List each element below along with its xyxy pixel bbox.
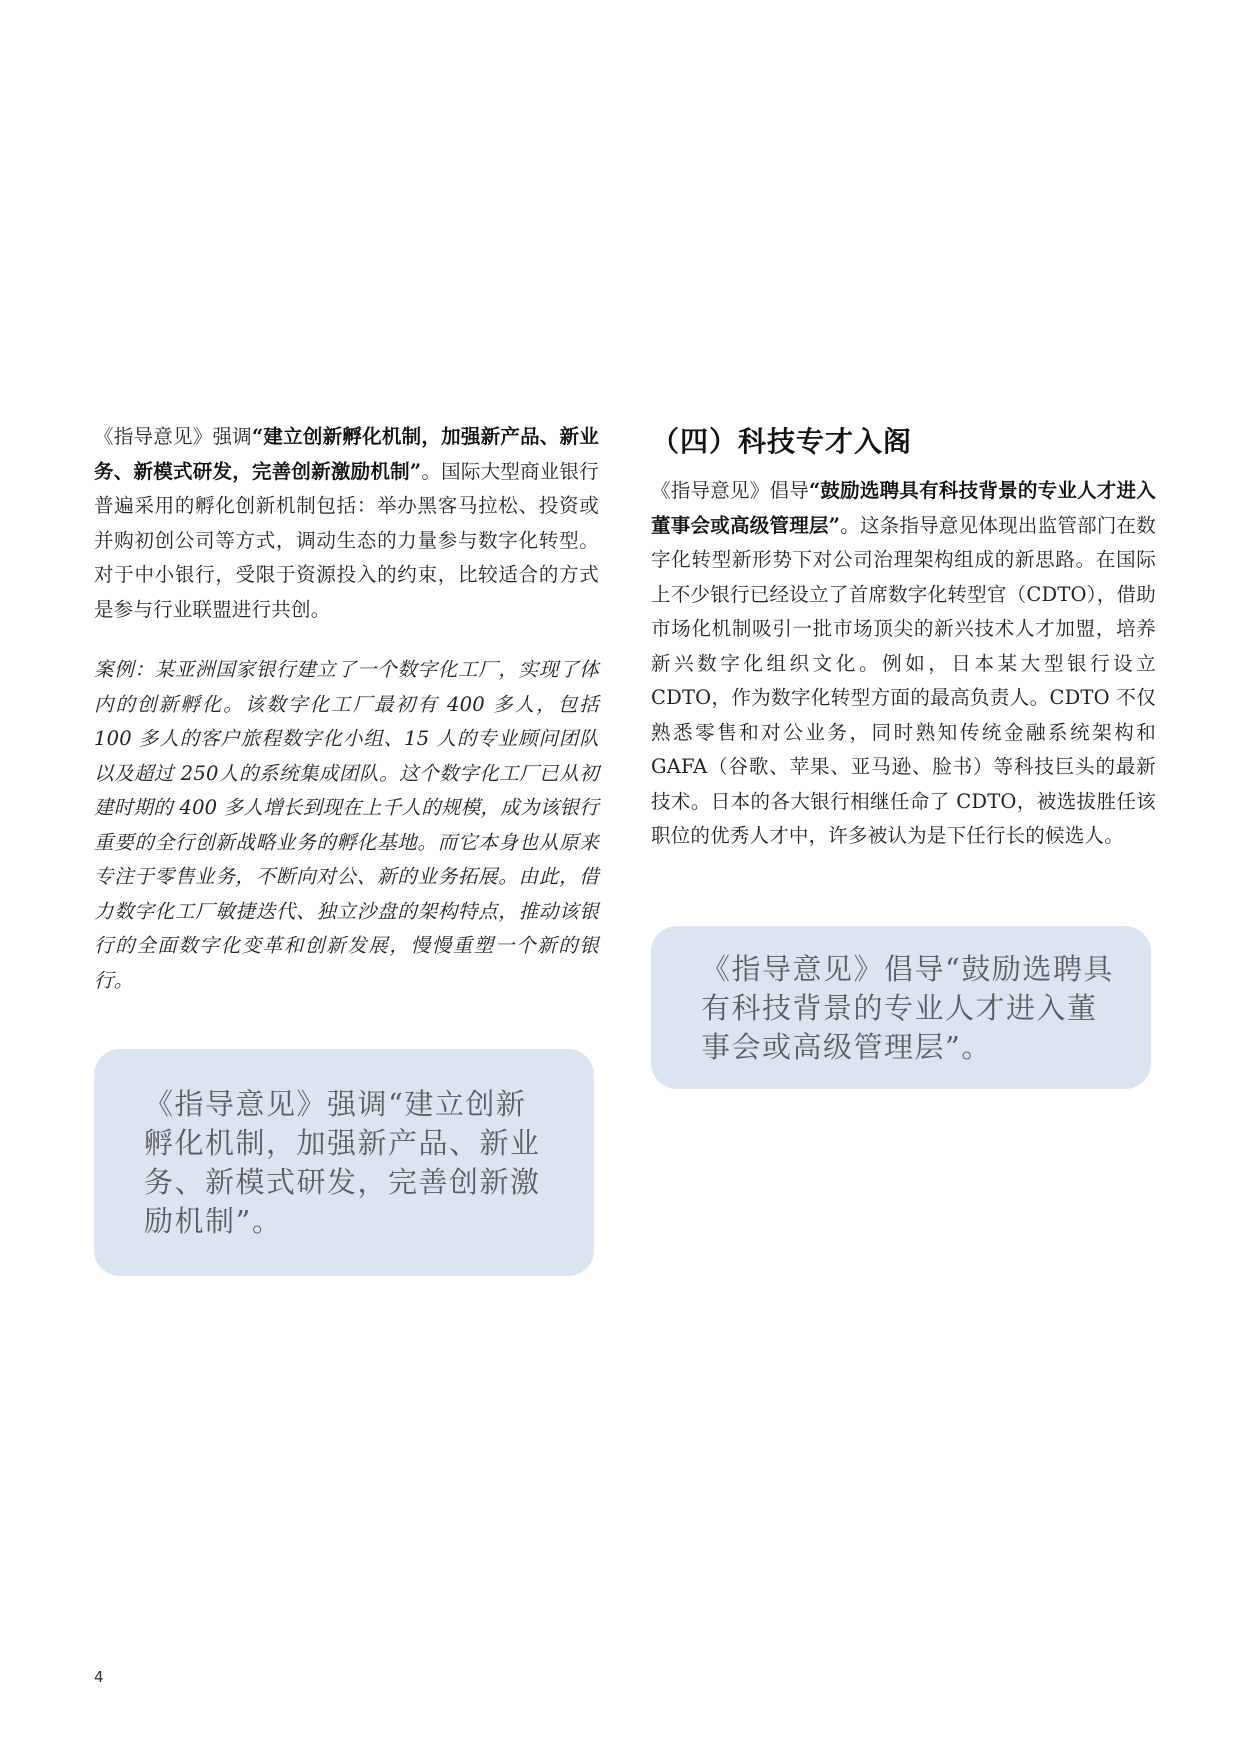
tech-talent-intro-suffix: 。这条指导意见体现出监管部门在数字化转型新形势下对公司治理架构组成的新思路。在国际上不少银行已经设立了首席数字化转型官（CDTO），借助市场化机制吸引一批市场顶尖的新兴技术人才加盟，培养新兴数字化组织文化。例如，日本某大型银行设立 CDTO，作为数字化转型方面的最高负责人。CDTO 不仅熟悉零售和对公业务，同时熟知传统金融系统架构和 GAFA（谷歌、苹果、亚马逊、脸书）等科技巨头的最新技术。日本的各大银行相继任命了 CDTO，被选拔胜任该职位的优秀人才中，许多被认为是下任行长的候选人。	[651, 513, 1156, 847]
left-column	[94, 420, 599, 998]
pull-quote-tech-talent	[651, 926, 1151, 1089]
pull-quote-incubation	[94, 1049, 594, 1276]
tech-talent-emphasis: “鼓励选聘具有科技背景的专业人才进入董事会或高级管理层”	[651, 479, 1156, 537]
pull-quote-incubation-text: 《指导意见》强调“建立创新孵化机制，加强新产品、新业务、新模式研发，完善创新激励机制”。	[144, 1087, 541, 1238]
right-column	[651, 420, 1156, 854]
case-study-paragraph: 案例：某亚洲国家银行建立了一个数字化工厂，实现了体内的创新孵化。该数字化工厂最初有 400 多人，包括 100 多人的客户旅程数字化小组、15 人的专业顾问团队以及超过 250人的系统集成团队。这个数字化工厂已从初建时期的 400 多人增长到现在上千人的规模，成为该银行重要的全行创新战略业务的孵化基地。而它本身也从原来专注于零售业务，不断向对公、新的业务拓展。由此，借力数字化工厂敏捷迭代、独立沙盘的架构特点，推动该银行的全面数字化变革和创新发展，慢慢重塑一个新的银行。	[94, 658, 599, 992]
incubation-intro-suffix: 。国际大型商业银行普遍采用的孵化创新机制包括：举办黑客马拉松、投资或并购初创公司等方式，调动生态的力量参与数字化转型。对于中小银行，受限于资源投入的约束，比较适合的方式是参与行业联盟进行共创。	[94, 459, 599, 621]
incubation-intro-prefix: 《指导意见》强调	[94, 425, 252, 448]
pull-quote-tech-talent-text: 《指导意见》倡导“鼓励选聘具有科技背景的专业人才进入董事会或高级管理层”。	[701, 952, 1114, 1064]
tech-talent-paragraph	[651, 474, 1156, 854]
incubation-emphasis: “建立创新孵化机制，加强新产品、新业务、新模式研发，完善创新激励机制”	[94, 425, 599, 483]
page-number: 4	[94, 1668, 104, 1686]
incubation-paragraph	[94, 420, 599, 627]
tech-talent-intro-prefix: 《指导意见》倡导	[651, 479, 809, 502]
section-title: （四）科技专才入阁	[651, 425, 913, 458]
